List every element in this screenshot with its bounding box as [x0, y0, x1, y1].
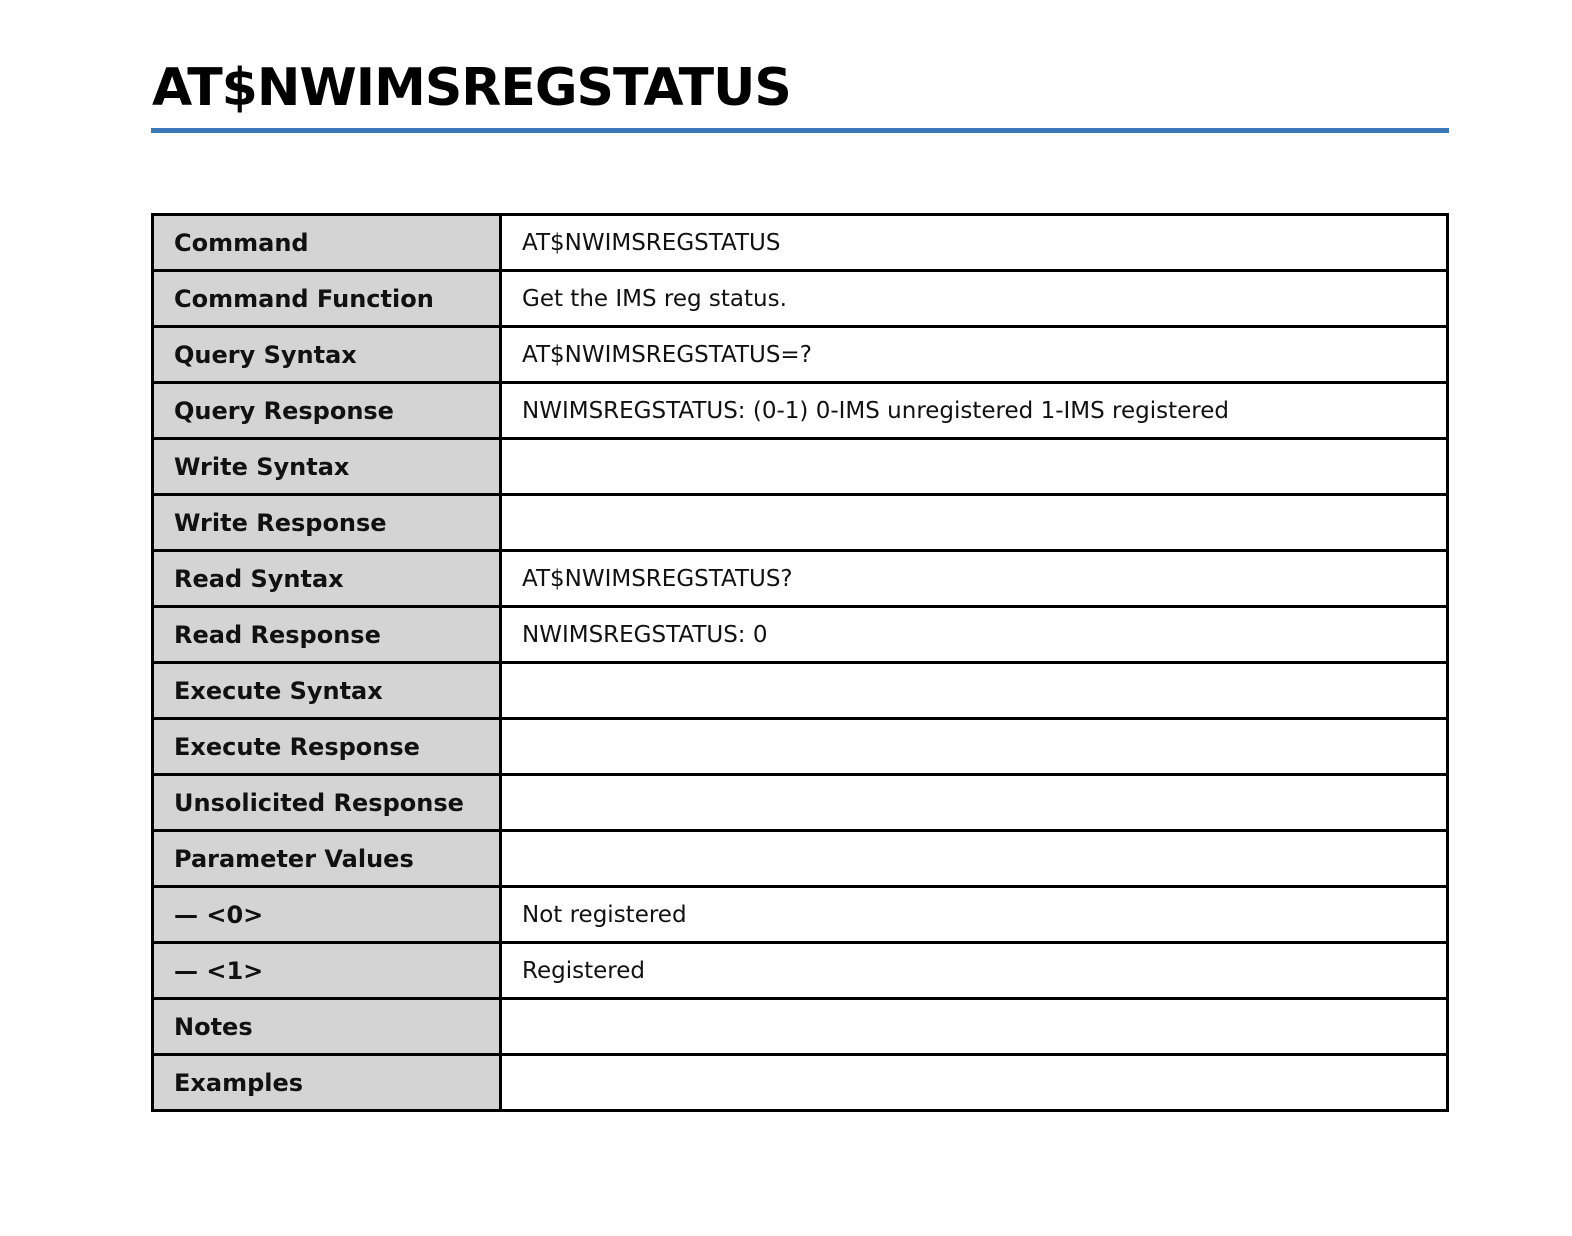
row-label: — <1> — [153, 943, 501, 999]
table-row — [153, 383, 1448, 439]
table-row — [153, 495, 1448, 551]
row-value: AT$NWIMSREGSTATUS — [501, 215, 1448, 271]
row-label: Write Response — [153, 495, 501, 551]
row-value: AT$NWIMSREGSTATUS? — [501, 551, 1448, 607]
row-value — [501, 999, 1448, 1055]
row-value — [501, 831, 1448, 887]
title-rule — [151, 128, 1449, 133]
row-label: Write Syntax — [153, 439, 501, 495]
row-label: Command Function — [153, 271, 501, 327]
row-value — [501, 719, 1448, 775]
row-value: Get the IMS reg status. — [501, 271, 1448, 327]
table-row — [153, 775, 1448, 831]
row-value: NWIMSREGSTATUS: 0 — [501, 607, 1448, 663]
command-table — [151, 213, 1449, 1112]
table-row — [153, 607, 1448, 663]
row-label: Execute Response — [153, 719, 501, 775]
table-row — [153, 551, 1448, 607]
row-label: Query Syntax — [153, 327, 501, 383]
table-row — [153, 271, 1448, 327]
row-value — [501, 775, 1448, 831]
row-label: Unsolicited Response — [153, 775, 501, 831]
table-row — [153, 439, 1448, 495]
table-row — [153, 663, 1448, 719]
row-value — [501, 495, 1448, 551]
table-row — [153, 1055, 1448, 1111]
row-label: Execute Syntax — [153, 663, 501, 719]
command-table-body — [153, 215, 1448, 1111]
row-label: Read Response — [153, 607, 501, 663]
page-title: AT$NWIMSREGSTATUS — [152, 58, 791, 118]
table-row — [153, 999, 1448, 1055]
table-row — [153, 943, 1448, 999]
row-label: Parameter Values — [153, 831, 501, 887]
table-row — [153, 887, 1448, 943]
row-value: AT$NWIMSREGSTATUS=? — [501, 327, 1448, 383]
row-value — [501, 439, 1448, 495]
row-label: Notes — [153, 999, 501, 1055]
table-row — [153, 719, 1448, 775]
row-label: — <0> — [153, 887, 501, 943]
row-label: Read Syntax — [153, 551, 501, 607]
row-value: NWIMSREGSTATUS: (0-1) 0-IMS unregistered 1-IMS registered — [501, 383, 1448, 439]
row-value — [501, 1055, 1448, 1111]
table-row — [153, 327, 1448, 383]
row-label: Query Response — [153, 383, 501, 439]
row-label: Examples — [153, 1055, 501, 1111]
row-value: Not registered — [501, 887, 1448, 943]
row-value — [501, 663, 1448, 719]
row-value: Registered — [501, 943, 1448, 999]
table-row — [153, 831, 1448, 887]
table-row — [153, 215, 1448, 271]
row-label: Command — [153, 215, 501, 271]
